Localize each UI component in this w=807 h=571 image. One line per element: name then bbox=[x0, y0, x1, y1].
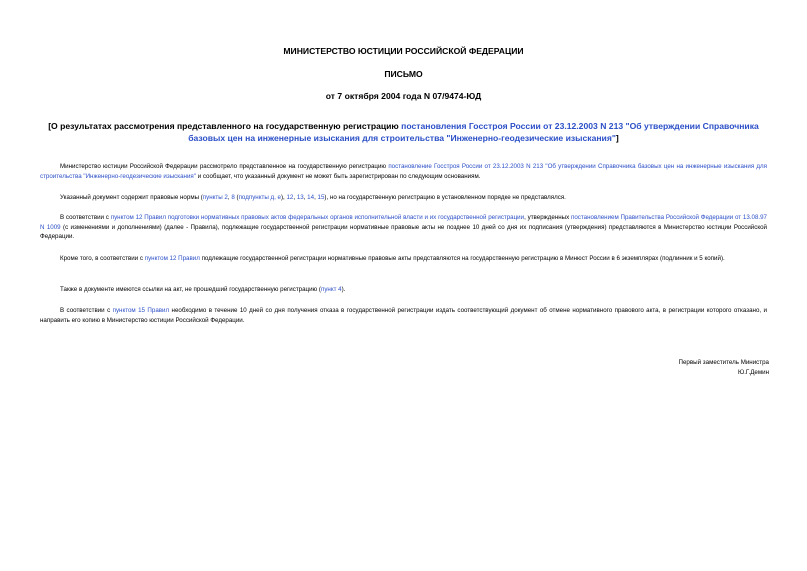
paragraph-text: ). bbox=[341, 286, 346, 293]
link-item-4[interactable]: пункт 4 bbox=[320, 286, 342, 293]
paragraph-text: , bbox=[303, 194, 308, 201]
paragraph-text: , bbox=[314, 194, 318, 201]
paragraph-text: , утвержденных bbox=[524, 214, 572, 221]
paragraph-2 bbox=[40, 193, 767, 203]
summary-link[interactable]: постановления Госстроя России от 23.12.2003 N 213 "Об утверждении Справочника базовых цен на инженерные изыскания для строительства "Инженерно-геодезические изыскания" bbox=[188, 121, 759, 143]
signature-name: Ю.Г.Демин bbox=[737, 369, 769, 376]
link-rules-item-15[interactable]: пунктом 15 Правил bbox=[112, 307, 170, 314]
link-item-15[interactable]: 15 bbox=[317, 194, 325, 201]
summary-suffix: ] bbox=[615, 133, 619, 143]
paragraph-text: В соответствии с bbox=[60, 214, 111, 221]
document-summary bbox=[40, 120, 767, 144]
paragraph-text: и сообщает, что указанный документ не может быть зарегистрирован по следующим основаниям. bbox=[195, 172, 481, 180]
document-type: ПИСЬМО bbox=[384, 69, 423, 79]
ministry-title: МИНИСТЕРСТВО ЮСТИЦИИ РОССИЙСКОЙ ФЕДЕРАЦИИ bbox=[283, 46, 524, 56]
link-item-12[interactable]: 12 bbox=[286, 194, 294, 201]
paragraph-text: подлежащие государственной регистрации нормативные правовые акты представляются на государственную регистрацию в Минюст России в 6 экземплярах (подлинник и 5 копий). bbox=[199, 255, 725, 262]
signature-position: Первый заместитель Министра bbox=[678, 359, 769, 366]
paragraph-text: Также в документе имеются ссылки на акт, не прошедший государственную регистрацию ( bbox=[60, 286, 321, 293]
paragraph-4 bbox=[40, 254, 767, 264]
paragraph-text: ( bbox=[234, 194, 239, 201]
link-rules-item-12-short[interactable]: пунктом 12 Правил bbox=[144, 255, 200, 262]
paragraph-3 bbox=[40, 213, 767, 242]
paragraph-1 bbox=[40, 162, 767, 181]
paragraph-text: Указанный документ содержит правовые нормы ( bbox=[60, 194, 203, 201]
summary-prefix: [О результатах рассмотрения представленного на государственную регистрацию bbox=[48, 121, 402, 131]
link-resolution-213[interactable]: постановление Госстроя России от 23.12.2003 N 213 "Об утверждении Справочника базовых цен на инженерные изыскания для строительства "Инженерно-геодезические изыскания" bbox=[40, 163, 767, 180]
paragraph-text: ), но на государственную регистрацию в установленном порядке не представлялся. bbox=[324, 194, 566, 201]
paragraph-6 bbox=[40, 306, 767, 325]
paragraph-text: Кроме того, в соответствии с bbox=[60, 255, 145, 262]
paragraph-5 bbox=[40, 285, 767, 295]
link-rules-item-12[interactable]: пунктом 12 Правил подготовки нормативных правовых актов федеральных органов исполнительной власти и их государственной регистрации bbox=[110, 214, 525, 221]
document-date-number: от 7 октября 2004 года N 07/9474-ЮД bbox=[325, 91, 482, 101]
paragraph-text: Министерство юстиции Российской Федерации рассмотрело представленное на государственную регистрацию bbox=[60, 163, 389, 170]
paragraph-text: , bbox=[227, 194, 232, 201]
link-item-8[interactable]: 8 bbox=[231, 194, 235, 201]
link-government-resolution-1009[interactable]: постановлением Правительства Российской Федерации от 13.08.97 N 1009 bbox=[40, 214, 768, 231]
paragraph-text: В соответствии с bbox=[60, 307, 113, 314]
link-item-14[interactable]: 14 bbox=[307, 194, 315, 201]
link-subitems[interactable]: подпункты д, е bbox=[238, 194, 281, 201]
link-item-13[interactable]: 13 bbox=[296, 194, 304, 201]
paragraph-text: (с изменениями и дополнениями) (далее - Правила), подлежащие государственной регистрации нормативные правовые акты не позднее 10 дней со дня их подписания (утверждения) представляются в Министерство юстиции Российской Федерации. bbox=[40, 223, 767, 241]
paragraph-text: ), bbox=[280, 194, 287, 201]
paragraph-text: , bbox=[293, 194, 297, 201]
paragraph-text: необходимо в течение 10 дней со дня получения отказа в государственной регистрации издать соответствующий документ об отмене нормативного правового акта, в регистрации которого отказано, и направить его копию в Министерство юстиции Российской Федерации. bbox=[40, 307, 768, 324]
link-item-2[interactable]: пункты 2 bbox=[202, 194, 228, 201]
